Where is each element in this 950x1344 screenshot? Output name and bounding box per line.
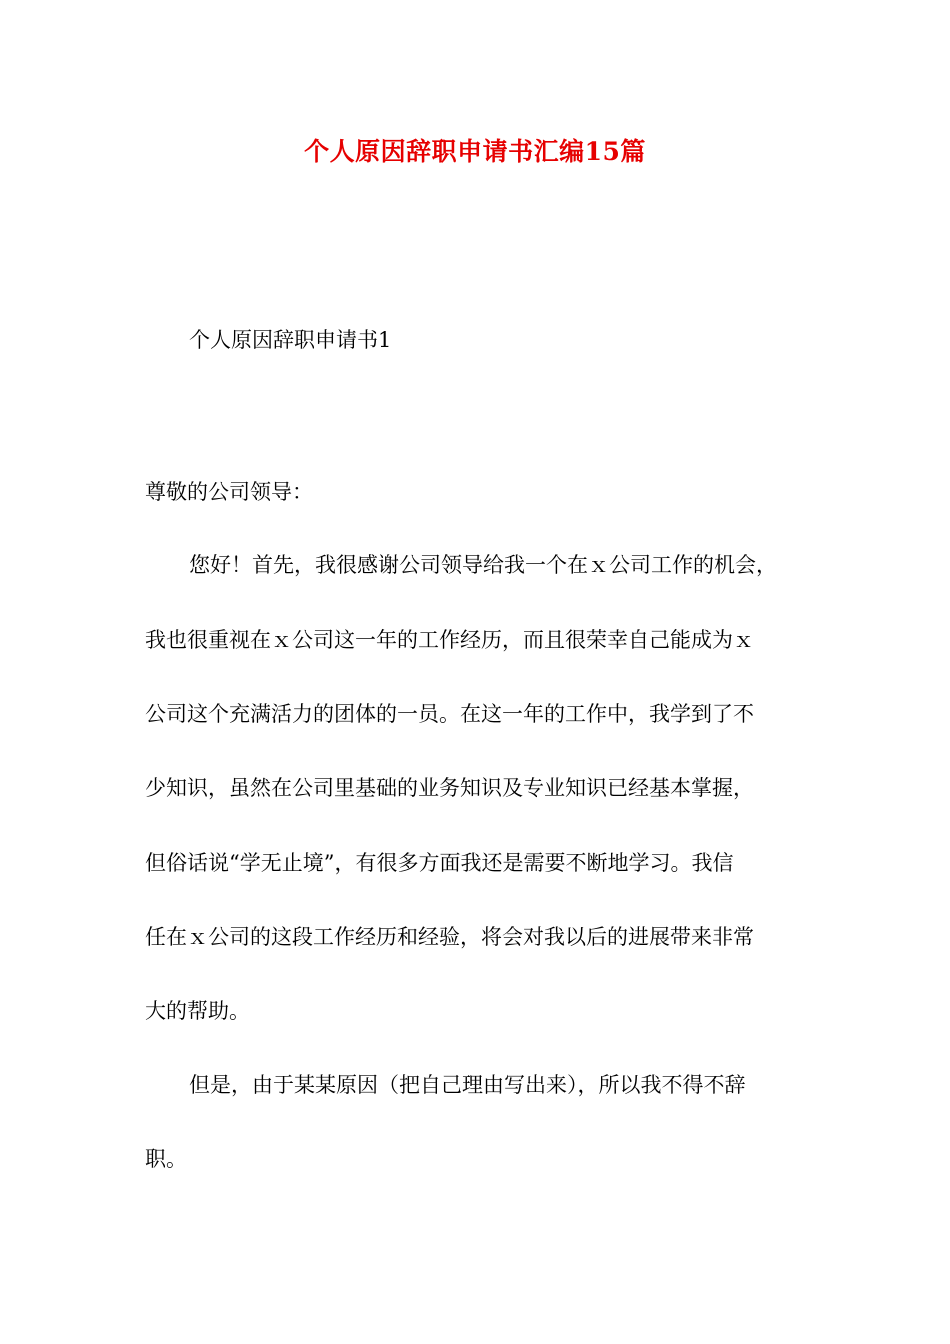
body-paragraph-line: 大的帮助。 (145, 999, 250, 1023)
body-paragraph-line: 职。 (145, 1147, 187, 1171)
body-paragraph-line: 任在ｘ公司的这段工作经历和经验，将会对我以后的进展带来非常 (145, 925, 754, 949)
body-paragraph-line: 公司这个充满活力的团体的一员。在这一年的工作中，我学到了不 (145, 702, 754, 726)
body-paragraph-line: 但是，由于某某原因（把自己理由写出来），所以我不得不辞 (189, 1073, 746, 1097)
document-title: 个人原因辞职申请书汇编15篇 (304, 137, 646, 166)
body-paragraph-line: 我也很重视在ｘ公司这一年的工作经历，而且很荣幸自己能成为ｘ (145, 628, 754, 652)
body-paragraph-line: 但俗话说“学无止境”，有很多方面我还是需要不断地学习。我信 (145, 851, 734, 875)
section-heading: 个人原因辞职申请书1 (189, 328, 392, 352)
body-paragraph-line: 少知识，虽然在公司里基础的业务知识及专业知识已经基本掌握， (145, 776, 754, 800)
salutation: 尊敬的公司领导： (145, 480, 313, 504)
body-paragraph-line: 您好！首先，我很感谢公司领导给我一个在ｘ公司工作的机会， (189, 553, 777, 577)
